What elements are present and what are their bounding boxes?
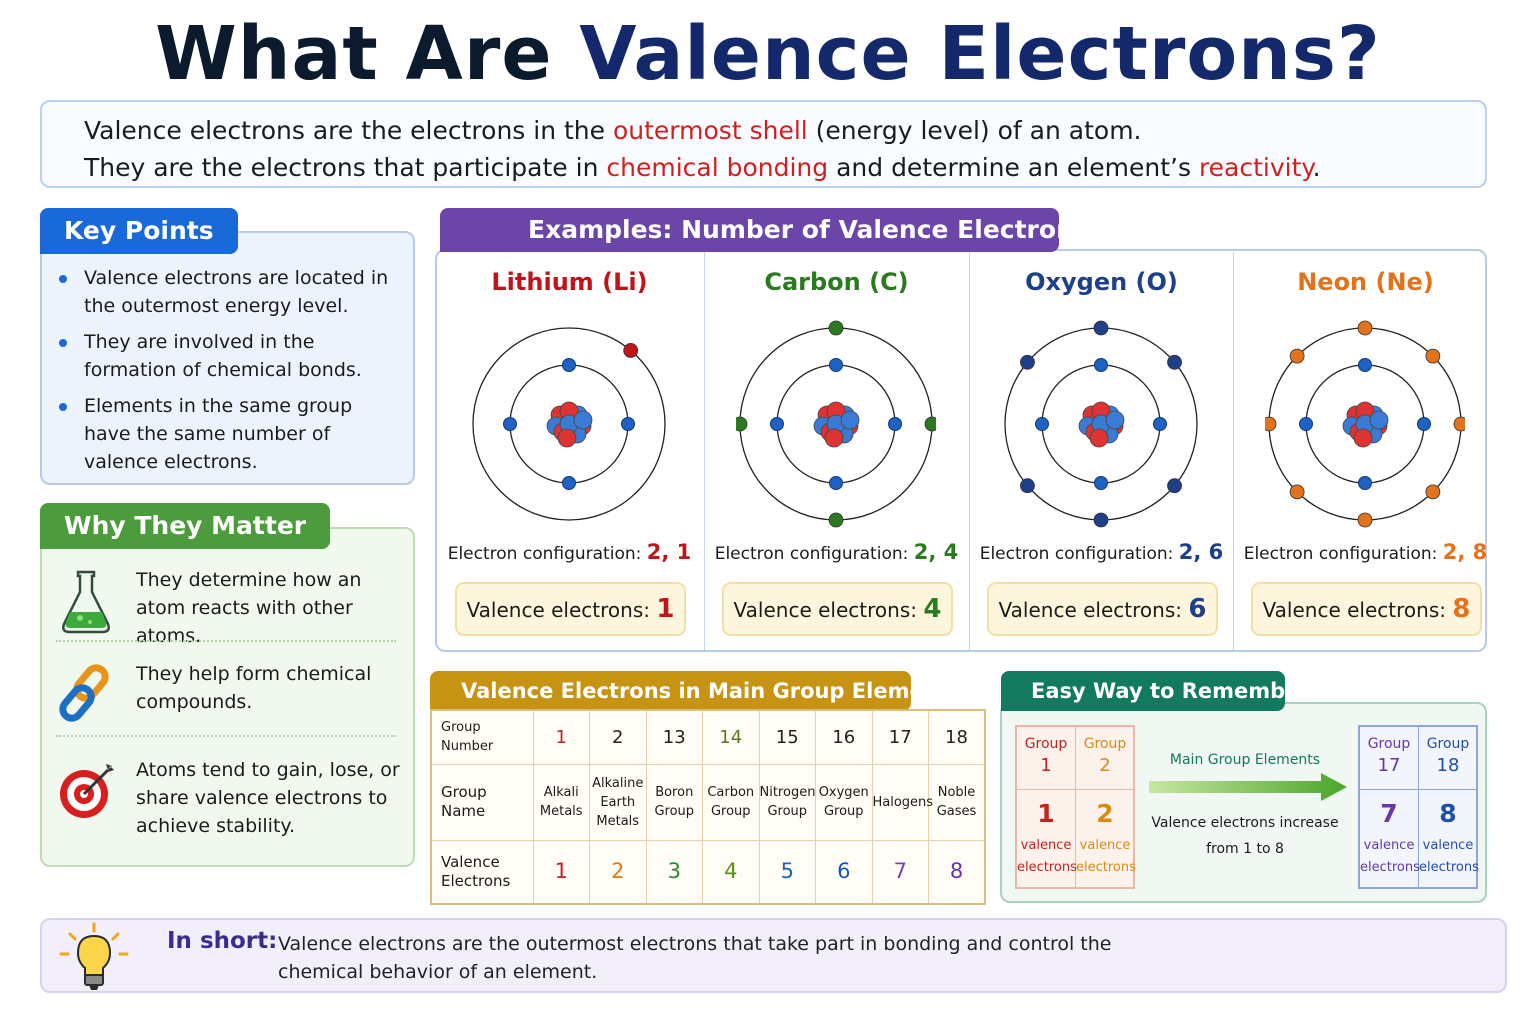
nucleus-particle	[1370, 411, 1388, 429]
group-number-cell: 14	[703, 710, 760, 764]
examples-title: Examples: Number of Valence Electrons	[440, 208, 1059, 252]
valence-label: valence electrons	[1076, 838, 1136, 875]
row-header: Group Number	[431, 710, 533, 764]
why-matter-title: Why They Matter	[40, 503, 330, 549]
bohr-model-diagram	[469, 314, 669, 534]
lightbulb-icon	[58, 922, 130, 992]
group-column	[1419, 727, 1477, 887]
inner-electron	[889, 418, 902, 431]
electron-configuration: Electron configuration: 2, 1	[447, 540, 692, 564]
valence-electron	[829, 321, 843, 335]
valence-electron	[736, 417, 747, 431]
group-column	[1360, 727, 1418, 887]
group-name-cell: Boron Group	[646, 764, 703, 840]
inner-electron	[830, 359, 843, 372]
inner-electron	[1418, 418, 1431, 431]
key-points-title: Key Points	[40, 208, 238, 254]
increase-note: Valence electrons increase from 1 to 8	[1151, 815, 1339, 857]
valence-electron	[1094, 321, 1108, 335]
arrow-label: Main Group Elements	[1169, 752, 1321, 768]
electron-configuration: Electron configuration: 2, 6	[979, 540, 1224, 564]
valence-electron	[1454, 417, 1465, 431]
why-matter-item: They determine how an atom reacts with other atoms.	[56, 566, 401, 656]
inner-electron	[1300, 418, 1313, 431]
electron-configuration: Electron configuration: 2, 4	[714, 540, 959, 564]
valence-cell: 4	[703, 840, 760, 904]
valence-count-box: Valence electrons: 6	[987, 582, 1218, 636]
atom-card	[969, 252, 1234, 650]
nucleus-particle	[841, 411, 859, 429]
valence-cell: 2	[590, 840, 647, 904]
why-matter-item: They help form chemical compounds.	[56, 660, 401, 750]
valence-electron	[1168, 479, 1182, 493]
inner-electron	[1359, 359, 1372, 372]
group-name-cell: Alkaline Earth Metals	[590, 764, 647, 840]
table-row	[431, 710, 985, 764]
group-label: Group 2	[1083, 736, 1127, 776]
inner-electron	[830, 477, 843, 490]
summary-text: Valence electrons are the outermost electrons that take part in bonding and control the chemical behavior of an element.	[278, 933, 1112, 983]
valence-cell: 7	[872, 840, 929, 904]
valence-count-box: Valence electrons: 1	[455, 582, 686, 636]
valence-label: valence electrons	[1419, 838, 1479, 875]
inner-electron	[1095, 359, 1108, 372]
inner-electron	[1359, 477, 1372, 490]
inner-electron	[563, 359, 576, 372]
inner-electron	[622, 418, 635, 431]
group-number-cell: 1	[533, 710, 590, 764]
definition-box	[40, 100, 1487, 188]
atom-name: Neon (Ne)	[1297, 268, 1434, 296]
group-number-cell: 16	[816, 710, 873, 764]
group-name-cell: Halogens	[872, 764, 929, 840]
valence-cell: 6	[816, 840, 873, 904]
valence-electron	[1168, 355, 1182, 369]
table-row	[431, 840, 985, 904]
group-table	[430, 709, 986, 905]
group-column	[1076, 727, 1134, 887]
valence-number: 7	[1380, 799, 1398, 828]
inner-electron	[1154, 418, 1167, 431]
valence-label: valence electrons	[1360, 838, 1420, 875]
atom-card	[704, 252, 969, 650]
group-name-cell: Carbon Group	[703, 764, 760, 840]
bullet-icon	[59, 403, 67, 411]
group-number-cell: 2	[590, 710, 647, 764]
groups-17-18-box	[1358, 725, 1478, 889]
atom-card	[1233, 252, 1498, 650]
definition-line-1: Valence electrons are the electrons in the outermost shell (energy level) of an atom.	[84, 116, 1142, 145]
valence-electron	[1426, 485, 1440, 499]
key-point-item: They are involved in the formation of chemical bonds.	[40, 328, 400, 384]
valence-electron	[1020, 355, 1034, 369]
divider	[56, 640, 396, 642]
atom-name: Lithium (Li)	[491, 268, 648, 296]
group-label: Group 17	[1367, 736, 1411, 776]
bohr-model-diagram	[736, 314, 936, 534]
inner-electron	[563, 477, 576, 490]
group-label: Group 18	[1426, 736, 1470, 776]
valence-electron	[1426, 349, 1440, 363]
electron-configuration: Electron configuration: 2, 8	[1243, 540, 1488, 564]
flask-icon	[56, 566, 116, 638]
bohr-model-diagram	[1265, 314, 1465, 534]
definition-line-2: They are the electrons that participate in chemical bonding and determine an element’s reactivity.	[84, 153, 1321, 182]
valence-label: valence electrons	[1017, 838, 1077, 875]
divider	[56, 735, 396, 737]
valence-cell: 8	[929, 840, 986, 904]
valence-electron	[1290, 485, 1304, 499]
group-label: Group 1	[1024, 736, 1068, 776]
summary-box	[40, 918, 1507, 993]
table-row	[431, 764, 985, 840]
nucleus-particle	[825, 429, 843, 447]
valence-cell: 5	[759, 840, 816, 904]
valence-electron	[624, 343, 638, 357]
valence-electron	[1094, 513, 1108, 527]
nucleus-particle	[558, 429, 576, 447]
group-name-cell: Nitrogen Group	[759, 764, 816, 840]
summary-lead: In short:	[167, 928, 278, 954]
valence-count-box: Valence electrons: 8	[1251, 582, 1482, 636]
nucleus-particle	[1106, 411, 1124, 429]
arrow-right-icon	[1145, 772, 1350, 802]
page-title: What Are Valence Electrons?	[155, 11, 1381, 97]
bohr-model-diagram	[1001, 314, 1201, 534]
valence-electron	[1020, 479, 1034, 493]
nucleus-particle	[574, 411, 592, 429]
key-point-item: Elements in the same group have the same number of valence electrons.	[40, 392, 400, 476]
group-name-cell: Alkali Metals	[533, 764, 590, 840]
valence-electron	[1290, 349, 1304, 363]
row-header: Valence Electrons	[431, 840, 533, 904]
bullet-icon	[59, 275, 67, 283]
atom-name: Oxygen (O)	[1025, 268, 1178, 296]
valence-cell: 3	[646, 840, 703, 904]
chain-link-icon	[56, 660, 116, 732]
target-icon	[56, 756, 116, 828]
valence-cell: 1	[533, 840, 590, 904]
key-points-list	[40, 264, 400, 484]
atom-name: Carbon (C)	[764, 268, 909, 296]
group-number-cell: 13	[646, 710, 703, 764]
groups-1-2-box	[1015, 725, 1135, 889]
row-header: Group Name	[431, 764, 533, 840]
easy-way-title: Easy Way to Remember	[1001, 671, 1285, 711]
inner-electron	[1036, 418, 1049, 431]
valence-electron	[1358, 513, 1372, 527]
bullet-icon	[59, 339, 67, 347]
nucleus-particle	[1090, 429, 1108, 447]
valence-number: 8	[1439, 799, 1457, 828]
group-table-title: Valence Electrons in Main Group Elements	[430, 671, 911, 711]
nucleus-particle	[1354, 429, 1372, 447]
group-number-cell: 18	[929, 710, 986, 764]
key-point-item: Valence electrons are located in the outermost energy level.	[40, 264, 400, 320]
valence-number: 2	[1096, 799, 1114, 828]
valence-electron	[1358, 321, 1372, 335]
group-name-cell: Oxygen Group	[816, 764, 873, 840]
valence-number: 1	[1037, 799, 1055, 828]
valence-electron	[1265, 417, 1276, 431]
group-number-cell: 17	[872, 710, 929, 764]
valence-electron	[925, 417, 936, 431]
group-column	[1017, 727, 1075, 887]
valence-count-box: Valence electrons: 4	[722, 582, 953, 636]
group-number-cell: 15	[759, 710, 816, 764]
valence-electron	[829, 513, 843, 527]
group-name-cell: Noble Gases	[929, 764, 986, 840]
inner-electron	[1095, 477, 1108, 490]
why-matter-item: Atoms tend to gain, lose, or share valence electrons to achieve stability.	[56, 756, 401, 846]
atom-card	[437, 252, 702, 650]
inner-electron	[504, 418, 517, 431]
inner-electron	[771, 418, 784, 431]
